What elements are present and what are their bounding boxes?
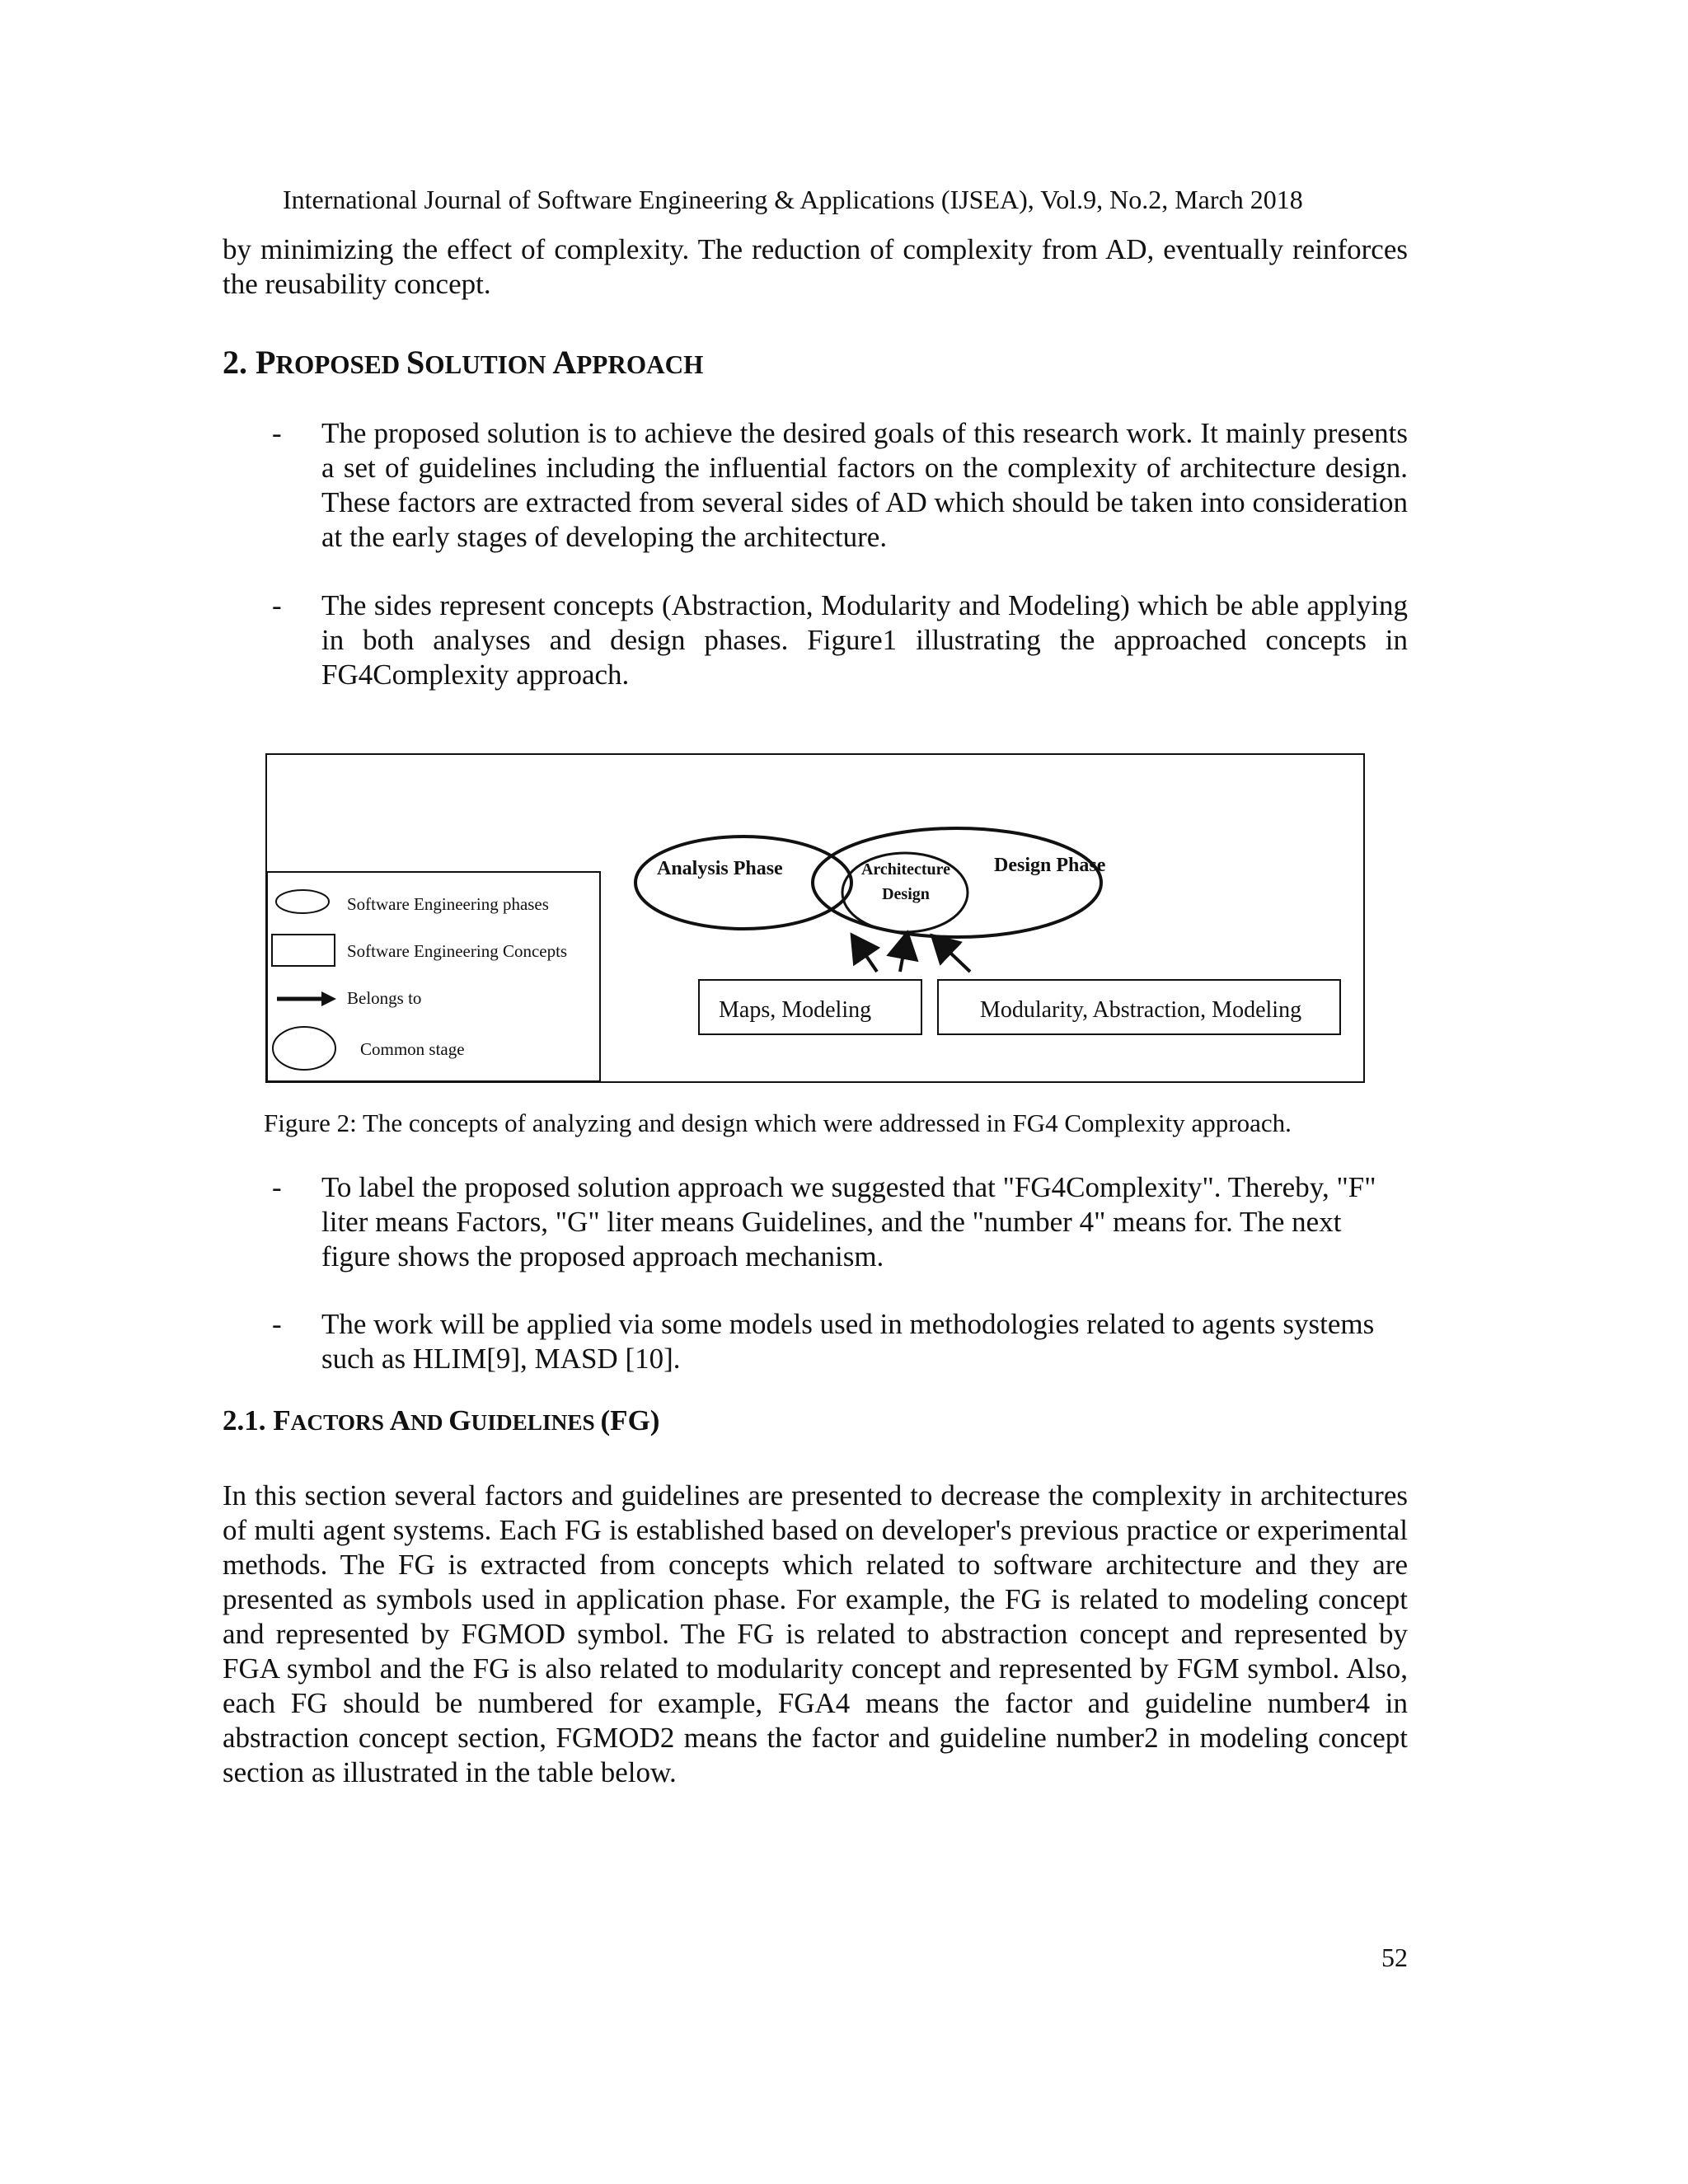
concepts-box-maps-label: Maps, Modeling: [719, 997, 872, 1023]
legend-common-label: Common stage: [360, 1039, 465, 1059]
bullet-dash: -: [272, 1171, 282, 1203]
figure-2-diagram: [265, 753, 1365, 1083]
legend-concepts-label: Software Engineering Concepts: [347, 941, 568, 961]
bullet-dash: -: [272, 589, 282, 621]
section-2-1-heading: [223, 1403, 659, 1441]
arrow-maps-to-architecture: [854, 938, 877, 972]
legend-common-icon: [273, 1027, 335, 1070]
arrow-modularity-to-design: [935, 938, 970, 972]
figure-caption: Figure 2: The concepts of analyzing and design which were addressed in FG4 Complexity approach.: [264, 1108, 1292, 1137]
legend-belongs-label: Belongs to: [347, 988, 422, 1008]
legend-rectangle-icon: [272, 935, 335, 966]
bullet-dash: -: [272, 417, 282, 449]
section-2-title-part: A: [552, 344, 577, 381]
analysis-phase-label: Analysis Phase: [657, 858, 783, 879]
bullet-text: The proposed solution is to achieve the desired goals of this research work. It mainly presents a set of guidelines including the influential factors on the complexity of architecture design. These factors are extracted from several sides of AD which should be taken into consideration at the early stages of developing the architecture.: [321, 417, 1408, 553]
section-2-1-title-part: F: [273, 1404, 291, 1436]
section-2-title-part: P: [256, 344, 276, 381]
diagram-svg: [267, 755, 1363, 1081]
design-phase-label: Design Phase: [994, 855, 1106, 876]
section-2-title-part: ROPOSED: [275, 350, 406, 379]
bullet-text: To label the proposed solution approach we suggested that "FG4Complexity". Thereby, "F" liter means Factors, "G" liter means Guidelines, and the "number 4" means for. The next figure shows the proposed approach mechanism.: [321, 1171, 1376, 1272]
concepts-box-modularity-label: Modularity, Abstraction, Modeling: [979, 997, 1302, 1023]
section-2-1-number: 2.1.: [223, 1404, 266, 1436]
bullet-dash: -: [272, 1308, 282, 1340]
section-2-title-part: OLUTION: [424, 350, 553, 379]
section-2-1-title-part: ND: [410, 1410, 449, 1435]
section-2-heading: [223, 342, 703, 386]
page-number: 52: [1381, 1943, 1408, 1972]
legend-phases-label: Software Engineering phases: [347, 894, 549, 914]
bullet-text: The work will be applied via some models used in methodologies related to agents systems such as HLIM[9], MASD [10].: [321, 1308, 1375, 1375]
architecture-design-label-line2: Design: [882, 885, 930, 903]
section-2-1-title-part: UIDELINES: [471, 1410, 601, 1435]
design-phase-ellipse: [813, 828, 1101, 937]
section-2-title-part: S: [406, 344, 425, 381]
section-2-title-part: PPROACH: [576, 350, 704, 379]
section-2-1-paragraph: In this section several factors and guidelines are presented to decrease the complexity in architectures of multi agent systems. Each FG is established based on developer's previous practice or experimental methods. The FG is extracted from concepts which related to software architecture and they are presented as symbols used in application phase. For example, the FG is related to modeling concept and represented by FGMOD symbol. The FG is related to abstraction concept and represented by FGA symbol and the FG is also related to modularity concept and represented by FGM symbol. Also, each FG should be numbered for example, FGA4 means the factor and guideline number4 in abstraction concept section, FGMOD2 means the factor and guideline number2 in modeling concept section as illustrated in the table below.: [223, 1479, 1408, 1788]
analysis-phase-ellipse: [635, 837, 851, 929]
legend-arrow-head-icon: [321, 991, 336, 1006]
section-2-1-title-part: ACTORS: [290, 1410, 390, 1435]
arrow-maps-to-design: [900, 936, 907, 972]
section-2-1-title-part: A: [389, 1404, 411, 1436]
section-2-1-title-part: (FG): [600, 1404, 660, 1436]
legend-ellipse-icon: [276, 890, 329, 913]
bullet-text: The sides represent concepts (Abstraction, Modularity and Modeling) which be able applying in both analyses and design phases. Figure1 illustrating the approached concepts in FG4Complexity approach.: [321, 589, 1408, 691]
section-2-1-title-part: G: [448, 1404, 471, 1436]
architecture-design-label-line1: Architecture: [860, 860, 951, 879]
intro-paragraph: by minimizing the effect of complexity. The reduction of complexity from AD, eventually reinforces the reusability concept.: [223, 233, 1408, 300]
section-2-number: 2.: [223, 344, 247, 381]
running-header: International Journal of Software Engineering & Applications (IJSEA), Vol.9, No.2, March 2018: [283, 185, 1303, 214]
